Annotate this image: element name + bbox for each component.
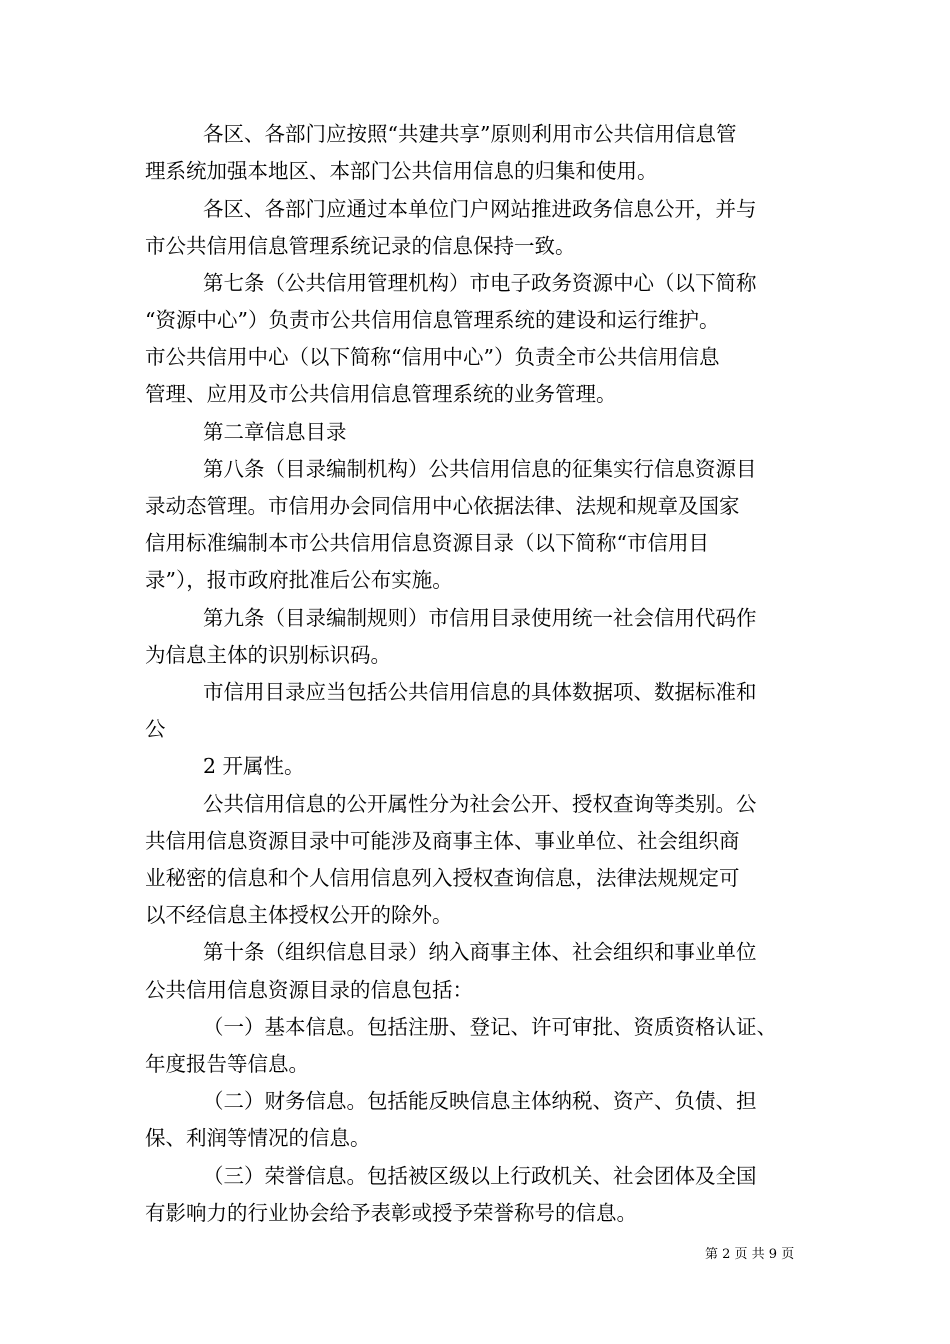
text-line: 信用标准编制本市公共信用信息资源目录（以下简称“市信用目 bbox=[145, 531, 709, 555]
text-line: 录动态管理。市信用办会同信用中心依据法律、法规和规章及国家 bbox=[145, 494, 740, 518]
text-line: 公 bbox=[145, 717, 166, 741]
text-line: 业秘密的信息和个人信用信息列入授权查询信息，法律法规规定可 bbox=[145, 866, 740, 890]
text-line: 第八条（目录编制机构）公共信用信息的征集实行信息资源目 bbox=[203, 457, 757, 481]
text-line: “资源中心”）负责市公共信用信息管理系统的建设和运行维护。 bbox=[145, 308, 720, 332]
page-number: 第 2 页 共 9 页 bbox=[705, 1247, 795, 1262]
chapter-heading: 第二章信息目录 bbox=[203, 420, 347, 444]
text-line: 2 开属性。 bbox=[203, 754, 305, 778]
text-line: 有影响力的行业协会给予表彰或授予荣誉称号的信息。 bbox=[145, 1201, 637, 1225]
text-line: 年度报告等信息。 bbox=[145, 1052, 309, 1076]
text-line: 市信用目录应当包括公共信用信息的具体数据项、数据标准和 bbox=[203, 680, 757, 704]
text-line: 第七条（公共信用管理机构）市电子政务资源中心（以下简称 bbox=[203, 271, 757, 295]
text-line: 各区、各部门应通过本单位门户网站推进政务信息公开，并与 bbox=[203, 197, 757, 221]
text-line: 以不经信息主体授权公开的除外。 bbox=[145, 903, 453, 927]
text-line: 理系统加强本地区、本部门公共信用信息的归集和使用。 bbox=[145, 159, 658, 183]
text-line: （一）基本信息。包括注册、登记、许可审批、资质资格认证、 bbox=[203, 1015, 777, 1039]
text-line: 公共信用信息资源目录的信息包括： bbox=[145, 978, 473, 1002]
text-line: 第九条（目录编制规则）市信用目录使用统一社会信用代码作 bbox=[203, 606, 757, 630]
text-line: 公共信用信息的公开属性分为社会公开、授权查询等类别。公 bbox=[203, 792, 757, 816]
text-line: （二）财务信息。包括能反映信息主体纳税、资产、负债、担 bbox=[203, 1089, 757, 1113]
text-line: 共信用信息资源目录中可能涉及商事主体、事业单位、社会组织商 bbox=[145, 829, 740, 853]
text-line: 管理、应用及市公共信用信息管理系统的业务管理。 bbox=[145, 382, 617, 406]
text-line: 录”），报市政府批准后公布实施。 bbox=[145, 568, 453, 592]
text-line: 第十条（组织信息目录）纳入商事主体、社会组织和事业单位 bbox=[203, 940, 757, 964]
text-line: 各区、各部门应按照“共建共享”原则利用市公共信用信息管 bbox=[203, 122, 737, 146]
text-line: 为信息主体的识别标识码。 bbox=[145, 643, 391, 667]
text-line: 保、利润等情况的信息。 bbox=[145, 1126, 371, 1150]
text-line: （三）荣誉信息。包括被区级以上行政机关、社会团体及全国 bbox=[203, 1164, 757, 1188]
text-line: 市公共信用中心（以下简称“信用中心”）负责全市公共信用信息 bbox=[145, 345, 720, 369]
text-line: 市公共信用信息管理系统记录的信息保持一致。 bbox=[145, 234, 576, 258]
